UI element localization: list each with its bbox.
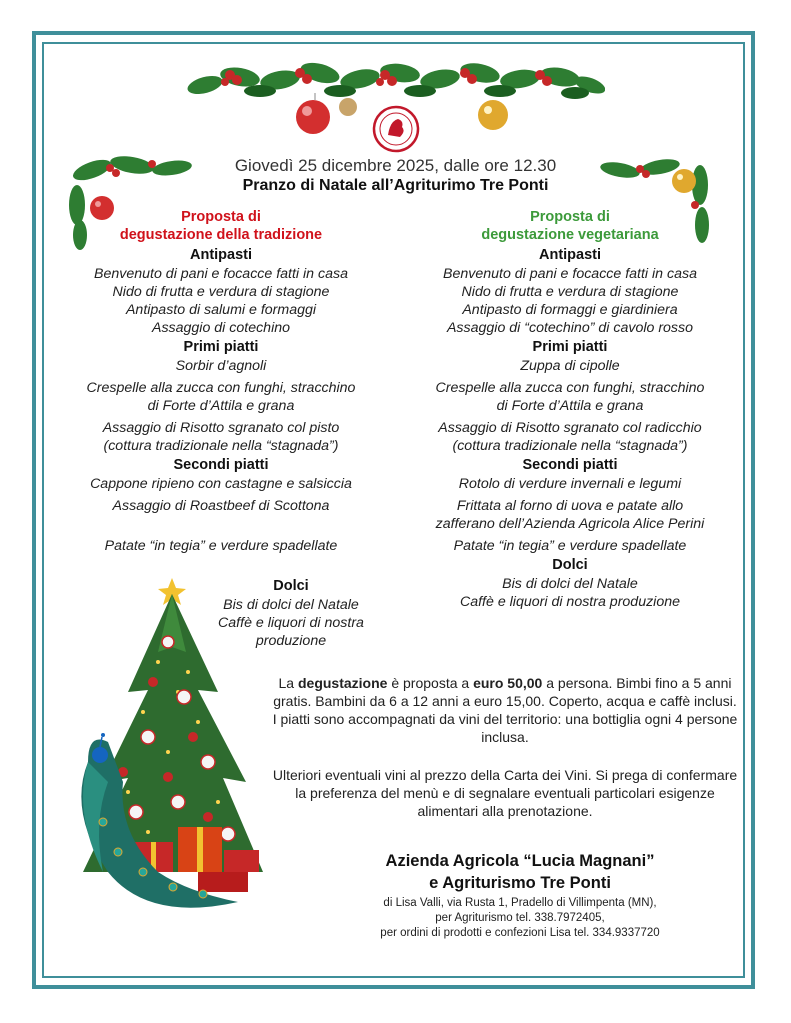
dish-item: Patate “in tegia” e verdure spadellate — [104, 538, 338, 554]
menu-heading-line: Proposta di — [181, 209, 261, 225]
price-text: è proposta a — [387, 675, 474, 691]
company-name: Azienda Agricola “Lucia Magnani” — [385, 852, 655, 870]
dish-item: Crespelle alla zucca con funghi, stracchino — [86, 380, 356, 396]
dish-item: (cottura tradizionale nella “stagnada”) — [452, 438, 688, 454]
dish-item: Assaggio di Roastbeef di Scottona — [112, 498, 330, 514]
dish-item: Cappone ripieno con castagne e salsiccia — [90, 476, 352, 492]
company-address: di Lisa Valli, via Rusta 1, Pradello di Villimpenta (MN), — [383, 897, 657, 909]
dish-item: Nido di frutta e verdura di stagione — [112, 284, 330, 300]
section-title-primi: Primi piatti — [183, 339, 259, 355]
company-name: e Agriturismo Tre Ponti — [429, 874, 611, 892]
dish-item: Frittata al forno di uova e patate allo — [456, 498, 684, 514]
dish-item: produzione — [255, 633, 327, 649]
dish-item: di Forte d’Attila e grana — [496, 398, 644, 414]
agriturismo-logo — [372, 105, 420, 153]
dish-item: Crespelle alla zucca con funghi, stracchino — [435, 380, 705, 396]
wine-info: Ulteriori eventuali vini al prezzo della Carta dei Vini. Si prega di confermare la preferenza del menù e di segnalare eventuali particolari esigenze alimentari alla prenotazione. — [272, 767, 738, 819]
dish-item: Benvenuto di pani e focacce fatti in casa — [443, 266, 697, 282]
dish-item: Caffè e liquori di nostra — [218, 615, 364, 631]
dish-item: Antipasto di formaggi e giardiniera — [462, 302, 678, 318]
menu-heading-line: degustazione vegetariana — [481, 227, 659, 243]
event-date: Giovedì 25 dicembre 2025, dalle ore 12.30 — [234, 156, 557, 175]
section-title-dolci: Dolci — [273, 578, 309, 594]
menu-heading-line: Proposta di — [530, 209, 610, 225]
dish-item: zafferano dell’Azienda Agricola Alice Perini — [435, 516, 705, 532]
dish-item: Patate “in tegia” e verdure spadellate — [453, 538, 687, 554]
dish-item: Benvenuto di pani e focacce fatti in casa — [94, 266, 348, 282]
event-title: Pranzo di Natale all’Agriturimo Tre Ponti — [242, 177, 549, 194]
menu-tradizione — [56, 208, 386, 555]
section-title-primi: Primi piatti — [532, 339, 608, 355]
dish-item: Sorbir d’agnoli — [175, 358, 267, 374]
price-info — [270, 674, 740, 746]
dish-item: Assaggio di Risotto sgranato col radicchio — [438, 420, 702, 436]
price-text: La — [278, 675, 298, 691]
menu-heading-line: degustazione della tradizione — [119, 227, 323, 243]
dish-item: Assaggio di Risotto sgranato col pisto — [102, 420, 340, 436]
price-text: a persona. Bimbi fino a 5 anni gratis. Bambini da 6 a 12 anni a euro 15,00. Coperto, acqua e caffè inclusi. I piatti sono accompagnati da vini del territorio: una bottiglia ogni 4 persone inclusa. — [272, 675, 738, 745]
company-phone: per ordini di prodotti e confezioni Lisa tel. 334.9337720 — [380, 927, 660, 939]
dish-item: Bis di dolci del Natale — [502, 576, 638, 592]
company-phone: per Agriturismo tel. 338.7972405, — [435, 912, 605, 924]
section-title-secondi: Secondi piatti — [173, 457, 269, 473]
dish-item: Assaggio di cotechino — [151, 320, 291, 336]
menu-vegetariana — [402, 208, 738, 611]
price-amount: euro 50,00 — [473, 675, 543, 691]
section-title-antipasti: Antipasti — [538, 247, 602, 263]
dish-item: (cottura tradizionale nella “stagnada”) — [103, 438, 339, 454]
section-title-antipasti: Antipasti — [189, 247, 253, 263]
dish-item: Bis di dolci del Natale — [223, 597, 359, 613]
dish-item: Zuppa di cipolle — [520, 358, 620, 374]
dish-item: Rotolo di verdure invernali e legumi — [458, 476, 682, 492]
section-title-secondi: Secondi piatti — [522, 457, 618, 473]
dish-item: Nido di frutta e verdura di stagione — [461, 284, 679, 300]
dish-item: di Forte d’Attila e grana — [147, 398, 295, 414]
price-text-bold: degustazione — [297, 675, 388, 691]
section-title-dolci: Dolci — [552, 557, 588, 573]
dish-item: Caffè e liquori di nostra produzione — [459, 594, 681, 610]
dish-item: Assaggio di “cotechino” di cavolo rosso — [446, 320, 694, 336]
dish-item: Antipasto di salumi e formaggi — [125, 302, 317, 318]
